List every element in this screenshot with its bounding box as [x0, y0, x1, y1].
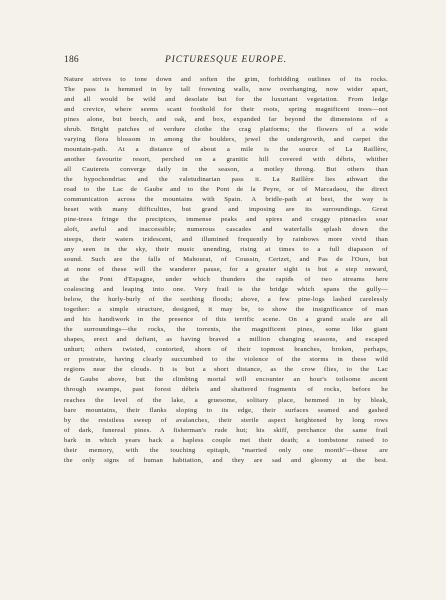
text-line: road to the Lac de Gaube and to the Pont de la Peyre, or of Marcadaou, the direct: [64, 186, 388, 194]
text-line: communication across the mountains with Spain. A bridle-path at best, the way is: [64, 196, 388, 204]
text-line: unhurt; others twisted, contorted, shorn of their topmost branches, broken, perhaps,: [64, 346, 388, 354]
text-line: varying flora blossom in among the boulders, jewel the undergrowth, and carpet the: [64, 136, 388, 144]
text-line: pine-trees fringe the precipices, immense peaks and spires and craggy pinnacles soar: [64, 216, 388, 224]
text-line: pines alone, but beech, and oak, and box, expanded far beyond the dimensions of a: [64, 116, 388, 124]
page-header: [64, 54, 388, 66]
text-line: aloft, awful and inaccessible; numerous cascades and waterfalls splash down the: [64, 226, 388, 234]
text-line: steeps, their waters iridescent, and illumined frequently by rainbows more vivid than: [64, 236, 388, 244]
text-line: and his handiwork in the presence of this terrific scene. On a grand scale are all: [64, 316, 388, 324]
body-text: [64, 75, 388, 466]
text-line: bare mountains, their flanks sloping to its edge, their surfaces seamed and gashed: [64, 406, 388, 414]
text-line: all Cauterets converge daily in the season, a motley throng. But others than: [64, 166, 388, 174]
running-head: PICTURESQUE EUROPE.: [164, 55, 288, 65]
text-line: their memory, with the touching epitaph, "married only one month"—these are: [64, 446, 388, 454]
text-line: of dark, funereal pines. A fisherman's rude hut; his skiff, perchance the same frail: [64, 426, 388, 434]
text-line: below, the hurly-burly of the seething floods; above, a few pine-logs lashed carelessly: [64, 296, 388, 304]
text-line: and all would be wild and desolate but for the luxuriant vegetation. From ledge: [64, 96, 388, 104]
text-line: reaches the level of the lake, a gruesome, solitary place, hemmed in by bleak,: [64, 396, 388, 404]
text-line: Nature strives to tone down and soften the grim, forbidding outlines of its rocks.: [64, 76, 388, 83]
text-line: sound. Such are the falls of Mahourat, of Coussin, Cerizet, and Pas de l'Ours, but: [64, 256, 388, 264]
text-line: through swamps, past forest débris and shattered fragments of rocks, before he: [64, 386, 388, 394]
text-line: de Gaube above, but the climbing mortal will encounter an hour's toilsome ascent: [64, 376, 388, 384]
text-line: the surroundings—the rocks, the torrents, the magnificent pines, some like giant: [64, 326, 388, 334]
text-line: beset with many difficulties, but grand and imposing are its surroundings. Great: [64, 206, 388, 214]
text-line: another favourite resort, perched on a granitic hill covered with débris, whither: [64, 156, 388, 164]
text-line: or prostrate, having clearly succumbed to the violence of the storms in these wild: [64, 356, 388, 364]
text-line: the only signs of human habitation, and they are sad and gloomy at the best.: [64, 456, 388, 464]
text-line: bark in which years back a hapless couple met their death; a tombstone raised to: [64, 436, 388, 444]
text-line: mountain-path. At a distance of about a mile is the source of La Raillère,: [64, 146, 388, 154]
page-number: 186: [64, 55, 79, 65]
text-line: at the Pont d'Espagne, under which thunders the rapids of two streams here: [64, 276, 388, 284]
text-line: the hypochondriac and the valetudinarian pass it. La Raillère lies athwart the: [64, 176, 388, 184]
text-line: coalescing and leaping into one. Very frail is the bridge which spans the gully—: [64, 286, 388, 294]
text-line: by the resistless sweep of avalanches, their sterile aspect heightened by long rows: [64, 416, 388, 424]
text-line: shrub. Bright patches of verdure clothe the crag platforms; the flowers of a wide: [64, 126, 388, 134]
text-line: regions near the clouds. It is but a short distance, as the crow flies, to the Lac: [64, 366, 388, 374]
text-line: at none of these will the wanderer pause, for a greater sight is but a step onward,: [64, 266, 388, 274]
text-line: and crevice, where seems scant foothold for their roots, spring magnificent trees—not: [64, 106, 388, 114]
text-line: shapes, erect and defiant, as having braved a million changing seasons, and escaped: [64, 336, 388, 344]
text-line: The pass is hemmed in by tall frowning walls, now overhanging, now wider apart,: [64, 86, 388, 94]
text-line: together: a simple structure, designed, it may be, to show the insignificance of man: [64, 306, 388, 314]
text-line: any seen in the sky, their music unending, rising at times to a full diapason of: [64, 246, 388, 254]
